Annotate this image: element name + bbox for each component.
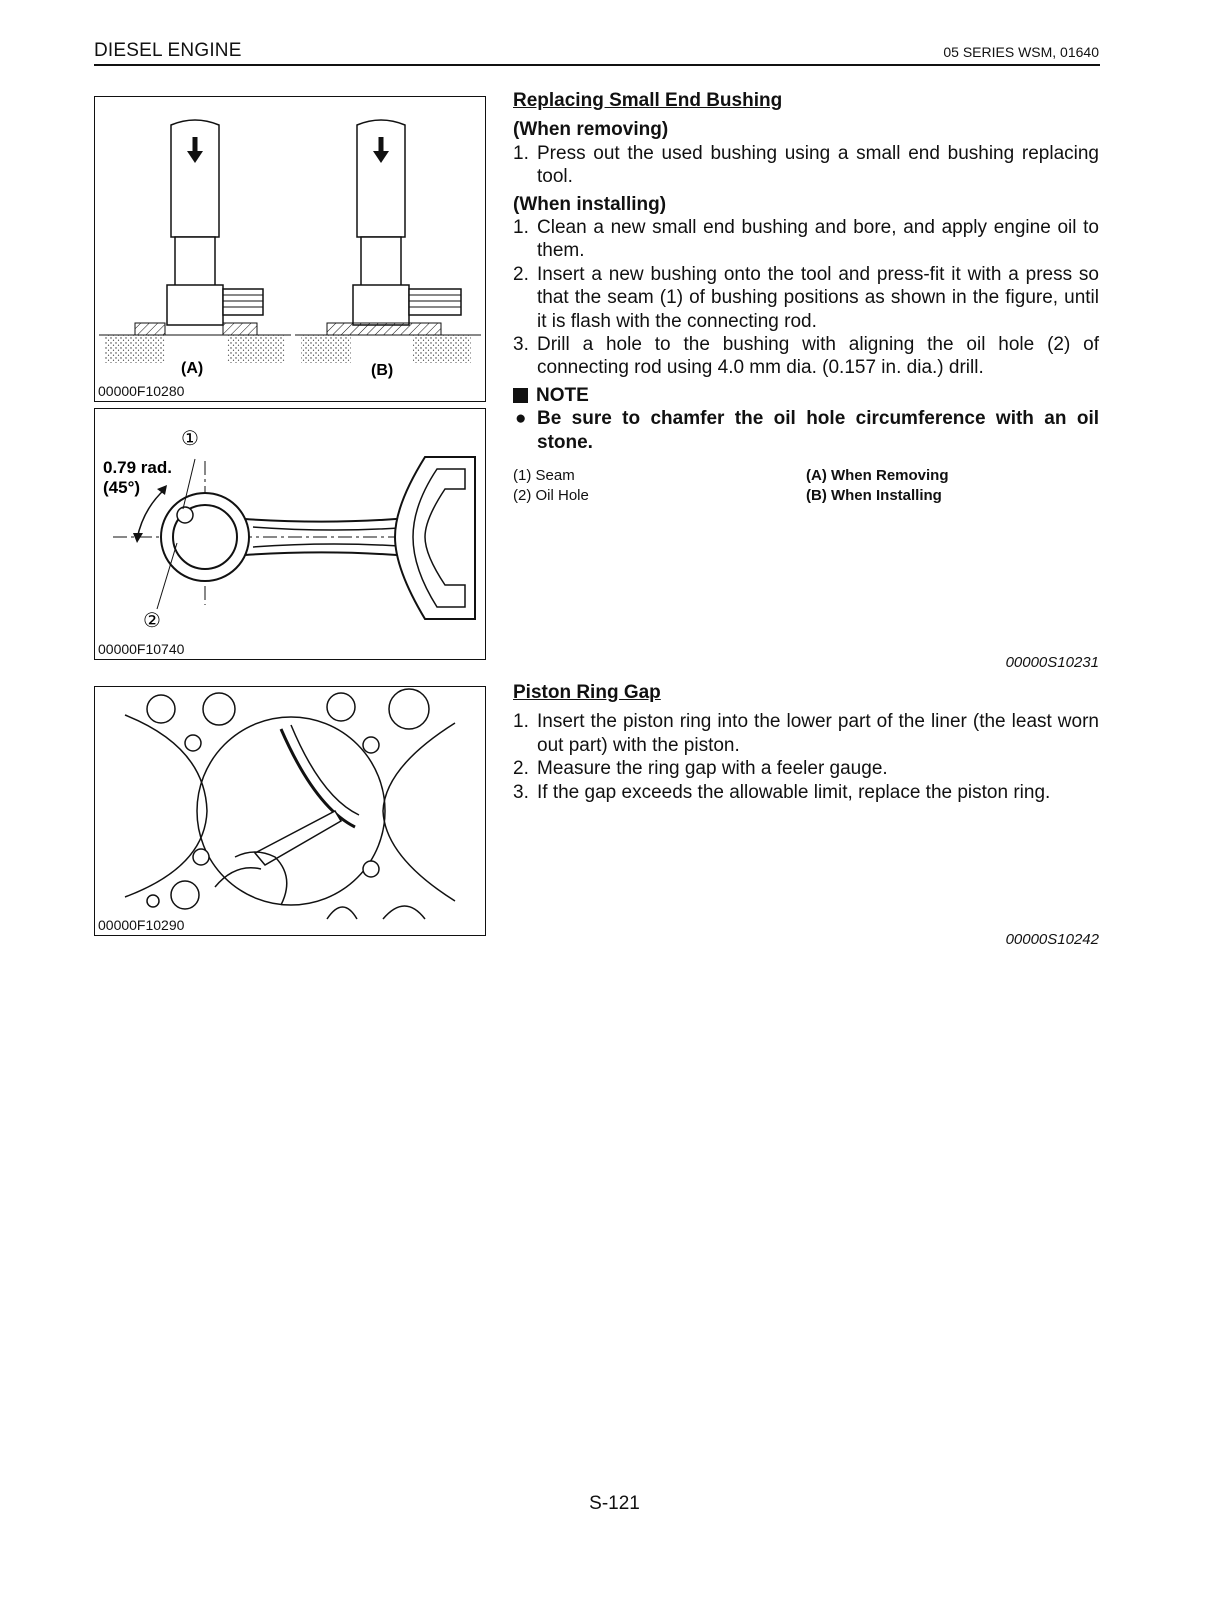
section-title: Replacing Small End Bushing [513,90,783,111]
removing-steps [513,142,1099,189]
callout-oil-hole: ② [143,608,161,632]
figure-bushing-press [94,96,486,402]
step-item: 1. Insert the piston ring into the lower part of the liner (the least worn out part) with the piston. [513,711,1099,756]
reference-code: 00000S10231 [1005,654,1099,671]
figure-code: 00000F10740 [98,641,185,657]
press-a [99,120,291,363]
figure-legend [513,466,1099,506]
legend-when-removing: (A) When Removing [806,467,949,485]
label-a: (A) [181,360,204,377]
section-replacing-small-end-bushing [513,89,1099,506]
step-item: 1. Press out the used bushing using a small end bushing replacing tool. [513,142,1099,188]
callout-seam: ① [181,426,199,450]
bushing-press-illustration [95,97,485,401]
step-item: 2. Insert a new bushing onto the tool and press-fit it with a press so that the seam (1) of bushing positions as shown in the figure, until it is flash with the connecting rod. [513,263,1099,332]
subheading-when-removing: (When removing) [513,119,669,141]
step-item: 1. Clean a new small end bushing and bore, and apply engine oil to them. [513,217,1099,262]
step-item: 2. Measure the ring gap with a feeler gauge. [513,758,888,780]
running-header-title: DIESEL ENGINE [94,40,242,61]
note-item: ● Be sure to chamfer the oil hole circumference with an oil stone. [515,408,1099,453]
section-piston-ring-gap [513,681,1099,804]
note-square-icon [513,388,528,403]
bullet-icon: ● [515,408,527,430]
legend-seam: (1) Seam [513,467,575,485]
legend-when-installing: (B) When Installing [806,487,942,505]
installing-steps [513,216,1099,380]
running-header-manual-id: 05 SERIES WSM, 01640 [943,44,1099,60]
angle-label-deg: (45°) [103,478,141,497]
piston-ring-steps [513,710,1099,804]
legend-oil-hole: (2) Oil Hole [513,487,589,505]
reference-code: 00000S10242 [1005,931,1099,948]
figure-connecting-rod [94,408,486,660]
step-item: 3. Drill a hole to the bushing with aligning the oil hole (2) of connecting rod using 4.0 mm dia. (0.157 in. dia.) drill. [513,334,1099,379]
connecting-rod-illustration [95,409,485,659]
piston-ring-gap-illustration [95,687,485,935]
note-heading: NOTE [513,384,1099,407]
figure-piston-ring-gap [94,686,486,936]
subheading-when-installing: (When installing) [513,193,667,215]
step-item: 3. If the gap exceeds the allowable limit, replace the piston ring. [513,781,1051,803]
label-b: (B) [371,362,394,379]
figure-code: 00000F10290 [98,917,185,933]
figure-code: 00000F10280 [98,383,185,399]
angle-label-rad: 0.79 rad. [103,458,172,477]
header-rule [94,64,1100,66]
page-number: S-121 [589,1493,640,1514]
section-title: Piston Ring Gap [513,682,661,703]
press-b [295,120,481,363]
